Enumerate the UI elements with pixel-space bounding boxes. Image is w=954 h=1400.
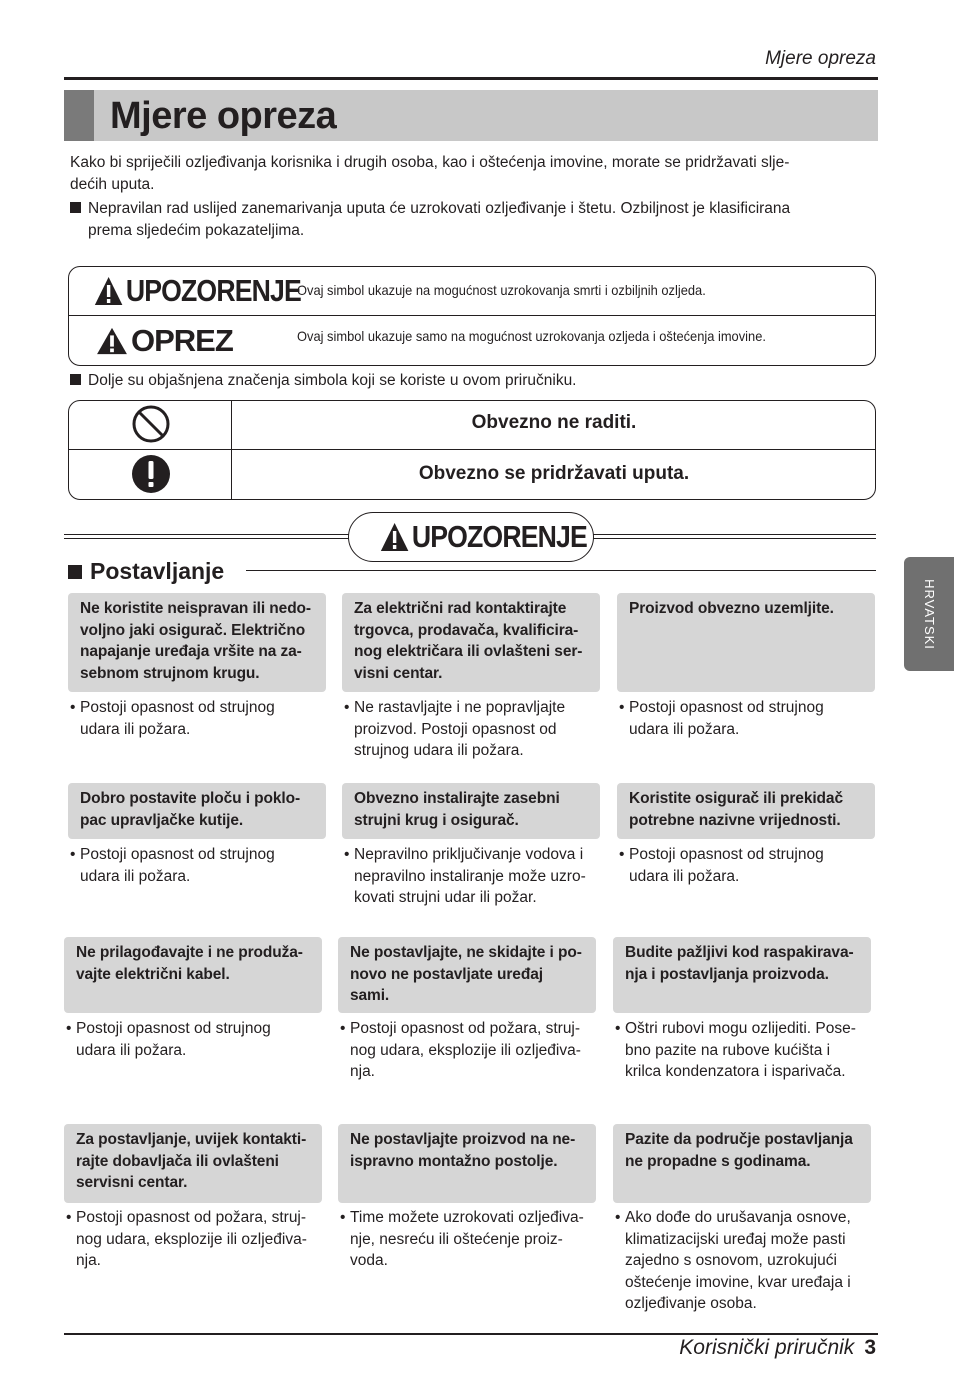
exclamation-circle-icon [131, 454, 171, 494]
warning-card-consequence-line: strujnog udara ili požara. [354, 742, 524, 759]
warning-card-consequence-line: nja. [76, 1252, 101, 1269]
warning-card-title [76, 1129, 324, 1194]
warning-card-title-line: Ne prilagođavajte i ne produža- [76, 944, 303, 961]
warning-card-consequence [70, 697, 348, 740]
warning-card-title-line: voljno jaki osigurač. Električno [80, 621, 306, 639]
warning-card-consequence-line: udara ili požara. [76, 1041, 187, 1059]
section-rule-left [64, 534, 350, 539]
warning-banner-label [380, 516, 587, 558]
warning-label [94, 270, 301, 312]
severity-note [70, 198, 870, 242]
warning-card-consequence-line: oštećenje imovine, kvar uređaja i [625, 1273, 851, 1291]
bullet-dot-icon: • [619, 699, 625, 716]
caution-label-text: OPREZ [131, 323, 233, 358]
language-tab-text: HRVATSKI [921, 578, 937, 650]
page-title: Mjere opreza [110, 95, 337, 137]
language-tab-label [904, 557, 954, 671]
symbol-divider-horizontal [68, 449, 876, 450]
warning-card-consequence-line: bno pazite na rubove kućišta i [625, 1041, 831, 1059]
warning-card-consequence-line: nje, nesreću ili oštećenje proiz- [350, 1230, 563, 1248]
subsection-heading [68, 558, 224, 585]
severity-divider [68, 315, 876, 316]
warning-card-title [625, 1129, 873, 1172]
warning-card-consequence [344, 844, 625, 909]
square-bullet-icon [68, 565, 82, 579]
warning-card-consequence-line: Postoji opasnost od požara, struj- [76, 1209, 307, 1226]
warning-card-consequence-line: nog udara, eksplozije ili ozljeđiva- [350, 1041, 581, 1059]
warning-card-title-line: Dobro postavite ploču i poklo- [80, 790, 301, 807]
footer [560, 1336, 876, 1360]
warning-triangle-icon [380, 522, 409, 552]
warning-card-consequence-line: Time možete uzrokovati ozljeđiva- [350, 1209, 584, 1226]
bullet-dot-icon: • [340, 1209, 346, 1226]
warning-card-title [350, 942, 598, 1007]
warning-card-consequence-line: kovati strujni udar ili požar. [354, 889, 537, 906]
warning-card-consequence-line: krilca kondenzatora i isparivača. [625, 1063, 846, 1080]
mandatory-meaning: Obvezno se pridržavati uputa. [418, 463, 690, 484]
bullet-dot-icon: • [619, 846, 625, 863]
warning-card-title-line: Koristite osigurač ili prekidač [629, 790, 843, 807]
running-header: Mjere opreza [765, 48, 876, 69]
bullet-dot-icon: • [70, 846, 76, 863]
warning-card-consequence-line: Postoji opasnost od strujnog [629, 846, 824, 863]
bullet-dot-icon: • [340, 1020, 346, 1037]
prohibition-circle-icon [131, 404, 171, 444]
warning-card-consequence-line: proizvod. Postoji opasnost od [354, 720, 557, 738]
warning-card-title [80, 598, 328, 684]
warning-card-title-line: ne propadne s godinama. [625, 1152, 811, 1170]
footer-manual-name: Korisnički priručnik [679, 1336, 855, 1359]
intro-line-1: Kako bi spriječili ozljeđivanja korisnika i drugih osoba, kao i oštećenja imovine, morate se pridržavati slje- [70, 154, 790, 171]
bullet-dot-icon: • [70, 699, 76, 716]
warning-card-title-line: Za postavljanje, uvijek kontakti- [76, 1131, 307, 1148]
warning-label-text: UPOZORENJE [125, 273, 301, 308]
warning-card-title [625, 942, 873, 985]
warning-card-title-line: visni centar. [354, 664, 443, 682]
caution-label [96, 320, 233, 362]
warning-card-consequence-line: udara ili požara. [80, 720, 191, 738]
bullet-dot-icon: • [615, 1020, 621, 1037]
warning-card-consequence-line: udara ili požara. [629, 720, 740, 738]
warning-card-consequence-line: klimatizacijski uređaj može pasti [625, 1230, 846, 1248]
warning-card-consequence-line: ozljeđivanje osoba. [625, 1295, 757, 1312]
warning-card-title-line: Pazite da područje postavljanja [625, 1131, 853, 1148]
caution-triangle-icon [96, 327, 128, 355]
warning-card-consequence-line: udara ili požara. [629, 867, 740, 885]
warning-card-consequence [619, 697, 897, 740]
warning-card-title-line: Obvezno instalirajte zasebni [354, 790, 560, 807]
subsection-rule [246, 570, 876, 571]
severity-note-line-2: prema sljedećim pokazateljima. [88, 222, 305, 239]
warning-card-title-line: Ne koristite neispravan ili nedo- [80, 600, 311, 617]
page-number: 3 [864, 1336, 876, 1359]
warning-card-consequence-line: Postoji opasnost od strujnog [76, 1020, 271, 1037]
warning-card-consequence-line: Postoji opasnost od požara, struj- [350, 1020, 581, 1037]
warning-card-title-line: pac upravljačke kutije. [80, 811, 244, 829]
warning-card-consequence-line: Postoji opasnost od strujnog [80, 699, 275, 716]
prohibit-meaning: Obvezno ne raditi. [471, 412, 637, 433]
warning-card-consequence [619, 844, 897, 887]
subsection-title: Postavljanje [90, 558, 225, 584]
title-accent [64, 90, 94, 141]
symbols-note-text: Dolje su objašnjena značenja simbola koji se koriste u ovom priručniku. [88, 372, 577, 389]
warning-card-title [76, 942, 324, 985]
bullet-dot-icon: • [344, 699, 350, 716]
warning-card-title [354, 598, 602, 684]
warning-card-consequence-line: nja. [350, 1063, 375, 1080]
warning-card-consequence [66, 1207, 344, 1272]
warning-card-consequence [340, 1207, 621, 1272]
warning-card-title-line: napajanje uređaja vršite na za- [80, 643, 302, 660]
warning-card-consequence [344, 697, 625, 762]
warning-card-title [629, 598, 877, 620]
symbols-note [70, 370, 870, 392]
square-bullet-icon [70, 202, 81, 213]
bullet-dot-icon: • [66, 1020, 72, 1037]
warning-card-title-line: ispravno montažno postolje. [350, 1152, 558, 1170]
warning-card-title-line: rajte dobavljača ili ovlašteni [76, 1152, 279, 1170]
caution-description: Ovaj simbol ukazuje samo na mogućnost uzrokovanja ozljeda i oštećenja imovine. [297, 328, 766, 344]
warning-banner-text: UPOZORENJE [411, 519, 587, 554]
warning-card-title-line: novo ne postavljate uređaj [350, 965, 543, 983]
warning-card-title-line: nog električara ili ovlašteni ser- [354, 643, 583, 660]
warning-card-title-line: Ne postavljajte proizvod na ne- [350, 1131, 576, 1148]
warning-card-title-line: strujni krug i osigurač. [354, 811, 519, 829]
warning-card-title-line: nja i postavljanja proizvoda. [625, 965, 829, 983]
intro-line-2: dećih uputa. [70, 176, 155, 193]
warning-card-consequence-line: nog udara, eksplozije ili ozljeđiva- [76, 1230, 307, 1248]
warning-card-title-line: potrebne nazivne vrijednosti. [629, 811, 841, 829]
bullet-dot-icon: • [344, 846, 350, 863]
warning-card-title [350, 1129, 598, 1172]
warning-card-title-line: Ne postavljajte, ne skidajte i po- [350, 944, 582, 961]
section-rule-right [592, 534, 876, 539]
warning-card-title [80, 788, 328, 831]
warning-card-consequence-line: udara ili požara. [80, 867, 191, 885]
warning-card-title-line: servisni centar. [76, 1174, 188, 1191]
intro-paragraph [70, 152, 870, 196]
warning-card-consequence-line: voda. [350, 1252, 388, 1269]
warning-card-title-line: Budite pažljivi kod raspakirava- [625, 944, 854, 961]
severity-note-line-1: Nepravilan rad uslijed zanemarivanja uputa će uzrokovati ozljeđivanje i štetu. Ozbiljnost je klasificirana [88, 200, 791, 217]
warning-card-title-line: sami. [350, 987, 390, 1004]
warning-card-title [354, 788, 602, 831]
warning-card-title-line: vajte električni kabel. [76, 965, 230, 983]
warning-card-consequence-line: Ako dođe do urušavanja osnove, [625, 1209, 851, 1226]
warning-description: Ovaj simbol ukazuje na mogućnost uzrokovanja smrti i ozbiljnih ozljeda. [297, 282, 706, 298]
warning-card-consequence-line: zajedno s osnovom, uzrokujući [625, 1252, 837, 1269]
warning-card-consequence-line: nepravilno instaliranje može uzro- [354, 867, 586, 885]
warning-card-title-line: Proizvod obvezno uzemljite. [629, 600, 834, 617]
warning-card-title-line: trgovca, prodavača, kvalificira- [354, 621, 579, 639]
warning-card-consequence [615, 1207, 893, 1315]
square-bullet-icon [70, 374, 81, 385]
bullet-dot-icon: • [66, 1209, 72, 1226]
warning-card-consequence [340, 1018, 621, 1083]
warning-card-consequence [70, 844, 348, 887]
warning-card-title [629, 788, 877, 831]
warning-card-consequence-line: Nepravilno priključivanje vodova i [354, 846, 584, 863]
warning-card-consequence-line: Postoji opasnost od strujnog [80, 846, 275, 863]
warning-card-title-line: Za električni rad kontaktirajte [354, 600, 567, 617]
warning-card-consequence [615, 1018, 893, 1083]
warning-triangle-icon [94, 276, 123, 306]
footer-rule [64, 1333, 878, 1335]
warning-card-consequence [66, 1018, 344, 1061]
warning-card-consequence-line: Postoji opasnost od strujnog [629, 699, 824, 716]
header-rule [64, 77, 878, 80]
warning-card-title-line: sebnom strujnom krugu. [80, 664, 260, 682]
warning-card-consequence-line: Oštri rubovi mogu ozlijediti. Pose- [625, 1020, 856, 1037]
warning-card-consequence-line: Ne rastavljajte i ne popravljajte [354, 699, 566, 716]
bullet-dot-icon: • [615, 1209, 621, 1226]
